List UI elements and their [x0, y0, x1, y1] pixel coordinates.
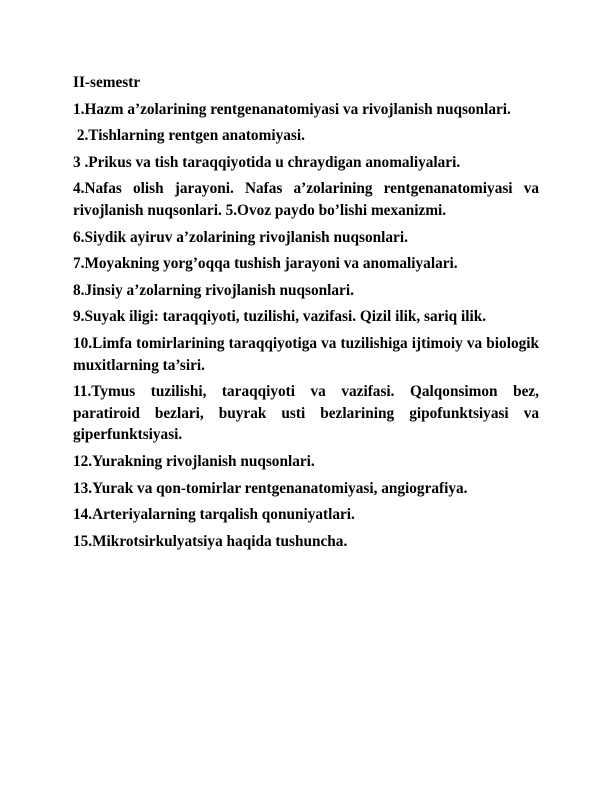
list-item: 14.Arteriyalarning tarqalish qonuniyatlari. — [73, 506, 355, 524]
list-item: 13.Yurak va qon-tomirlar rentgenanatomiyasi, angiografiya. — [73, 479, 468, 497]
list-item: 8.Jinsiy a’zolarning rivojlanish nuqsonlari. — [73, 281, 354, 299]
list-item: 12.Yurakning rivojlanish nuqsonlari. — [73, 452, 315, 470]
list-item: 11.Tymus tuzilishi, taraqqiyoti va vazifasi. Qalqonsimon bez, paratiroid bezlari, buyrak usti bezlarining gipofunktsiyasi va giperfunktsiyasi. — [73, 383, 539, 444]
list-item: 7.Moyakning yorg’oqqa tushish jarayoni va anomaliyalari. — [73, 255, 458, 273]
list-item: 4.Nafas olish jarayoni. Nafas a’zolarining rentgenanatomiyasi va rivojlanish nuqsonlari. 5.Ovoz paydo bo’lishi mexanizmi. — [73, 180, 539, 219]
list-item: 10.Limfa tomirlarining taraqqiyotiga va tuzilishiga ijtimoiy va biologik muxitlarning ta’siri. — [73, 334, 539, 374]
list-item: 1.Hazm a’zolarining rentgenanatomiyasi va rivojlanish nuqsonlari. — [73, 100, 511, 118]
list-item: 3 .Prikus va tish taraqqiyotida u chraydigan anomaliyalari. — [73, 153, 461, 171]
list-item: 6.Siydik ayiruv a’zolarining rivojlanish nuqsonlari. — [73, 228, 408, 246]
list-item: 9.Suyak iligi: taraqqiyoti, tuzilishi, vazifasi. Qizil ilik, sariq ilik. — [73, 308, 487, 326]
document-body — [73, 72, 539, 557]
list-item: 2.Tishlarning rentgen anatomiyasi. — [73, 127, 305, 145]
semester-heading: II-semestr — [73, 74, 141, 91]
list-item: 15.Mikrotsirkulyatsiya haqida tushuncha. — [73, 532, 348, 550]
